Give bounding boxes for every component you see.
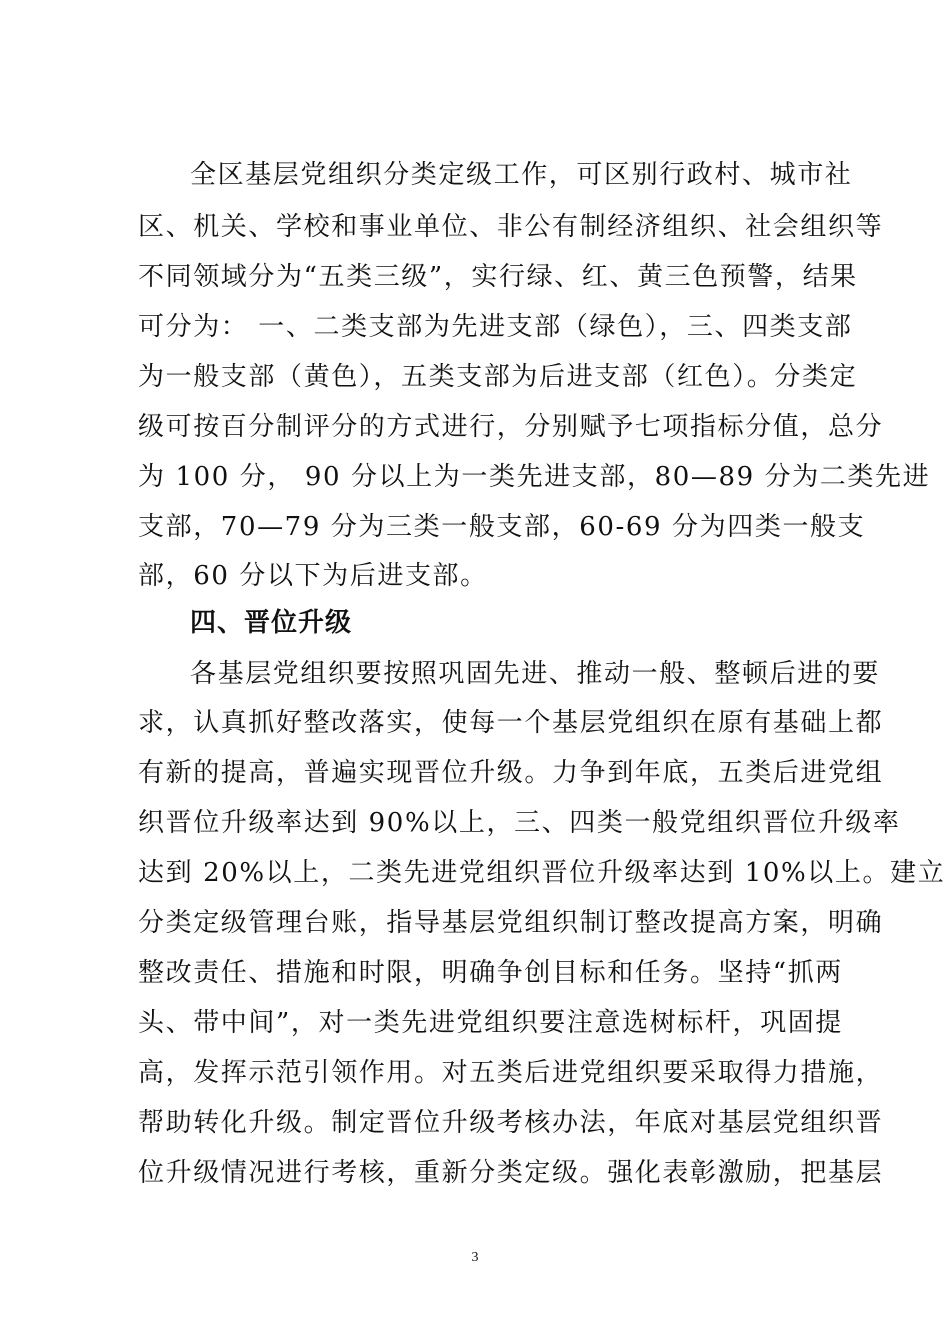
page-number: 3: [471, 1250, 479, 1265]
paragraph-line: 求，认真抓好整改落实，使每一个基层党组织在原有基础上都: [138, 708, 884, 738]
paragraph-line: 整改责任、措施和时限，明确争创目标和任务。坚持“抓两: [138, 958, 843, 988]
paragraph-line: 区、机关、学校和事业单位、非公有制经济组织、社会组织等: [138, 212, 884, 242]
paragraph-line: 各基层党组织要按照巩固先进、推动一般、整顿后进的要: [190, 659, 881, 689]
paragraph-line: 织晋位升级率达到 90%以上，三、四类一般党组织晋位升级率: [138, 808, 901, 838]
paragraph-line: 全区基层党组织分类定级工作，可区别行政村、城市社: [190, 160, 853, 190]
paragraph-line: 为一般支部（黄色），五类支部为后进支部（红色）。分类定: [138, 362, 858, 392]
paragraph-line: 支部，70—79 分为三类一般支部，60-69 分为四类一般支: [138, 512, 866, 542]
paragraph-line: 头、带中间”，对一类先进党组织要注意选树标杆，巩固提: [138, 1008, 843, 1038]
paragraph-line: 部，60 分以下为后进支部。: [138, 561, 488, 591]
paragraph-line: 分类定级管理台账，指导基层党组织制订整改提高方案，明确: [138, 908, 884, 938]
paragraph-line: 帮助转化升级。制定晋位升级考核办法，年底对基层党组织晋: [138, 1108, 884, 1138]
paragraph-line: 级可按百分制评分的方式进行，分别赋予七项指标分值，总分: [138, 412, 884, 442]
paragraph-line: 有新的提高，普遍实现晋位升级。力争到年底，五类后进党组: [138, 758, 884, 788]
paragraph-line: 高，发挥示范引领作用。对五类后进党组织要采取得力措施，: [138, 1058, 884, 1088]
section-heading: 四、晋位升级: [190, 608, 353, 638]
paragraph-line: 可分为： 一、二类支部为先进支部（绿色），三、四类支部: [138, 312, 853, 342]
paragraph-line: 不同领域分为“五类三级”，实行绿、红、黄三色预警，结果: [138, 262, 858, 292]
paragraph-line: 达到 20%以上，二类先进党组织晋位升级率达到 10%以上。建立: [138, 858, 946, 888]
paragraph-line: 位升级情况进行考核，重新分类定级。强化表彰激励，把基层: [138, 1158, 884, 1188]
paragraph-line: 为 100 分， 90 分以上为一类先进支部，80—89 分为二类先进: [138, 462, 931, 492]
